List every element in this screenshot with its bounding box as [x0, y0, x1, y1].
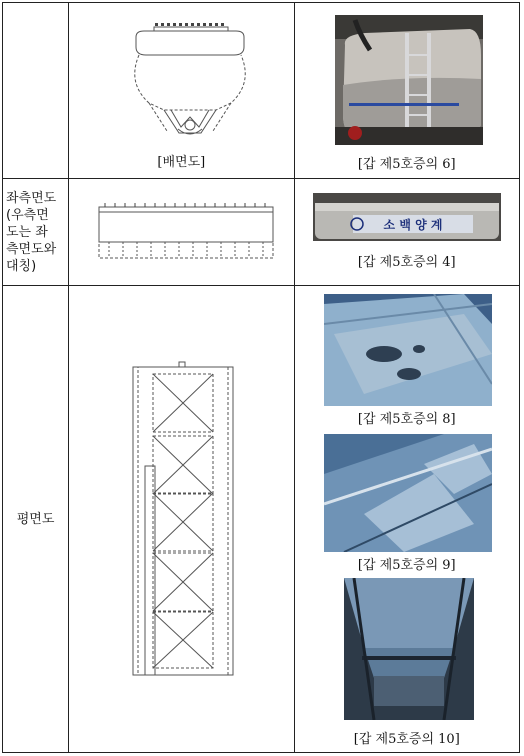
label-cell-rear [3, 3, 69, 179]
rear-view-caption: [배면도] [157, 155, 206, 170]
table-row-rear [3, 3, 520, 179]
side-label-line-4: 측면도와 [6, 241, 57, 257]
photo-cell-side [294, 179, 519, 286]
drawing-cell-side [69, 179, 294, 286]
tanker-rear-photo [335, 15, 483, 145]
label-cell-side [3, 179, 69, 286]
drawings-table [2, 2, 520, 753]
side-label-line-2: (우측면 [6, 207, 49, 223]
side-label-line-3: 도는 좌 [6, 224, 48, 240]
photo-cell-rear [294, 3, 519, 179]
tank-top-photo-8 [324, 294, 492, 406]
photo-caption-10: [갑 제5호증의 10] [353, 732, 460, 747]
side-label-line-5: 대칭) [6, 258, 37, 274]
rear-view-drawing [69, 3, 294, 153]
photo-caption-9: [갑 제5호증의 9] [357, 558, 456, 573]
side-label-line-1: 좌측면도 [6, 190, 57, 206]
plan-view-drawing [69, 286, 294, 752]
side-view-drawing [69, 179, 294, 285]
table-row-plan [3, 286, 520, 753]
photo-cell-plan [294, 286, 519, 753]
drawing-cell-rear [69, 3, 294, 179]
drawing-cell-plan [69, 286, 294, 753]
photo-caption-4: [갑 제5호증의 4] [357, 255, 456, 270]
tank-top-photo-9 [324, 434, 492, 552]
tank-top-photo-10 [344, 578, 474, 720]
table-row-side [3, 179, 520, 286]
tanker-side-photo [313, 193, 501, 241]
plan-label: 평면도 [16, 511, 55, 527]
photo-caption-6: [갑 제5호증의 6] [357, 157, 456, 172]
photo-sign-text: 소 백 양 계 [383, 218, 442, 232]
label-cell-plan [3, 286, 69, 753]
photo-caption-8: [갑 제5호증의 8] [357, 412, 456, 427]
